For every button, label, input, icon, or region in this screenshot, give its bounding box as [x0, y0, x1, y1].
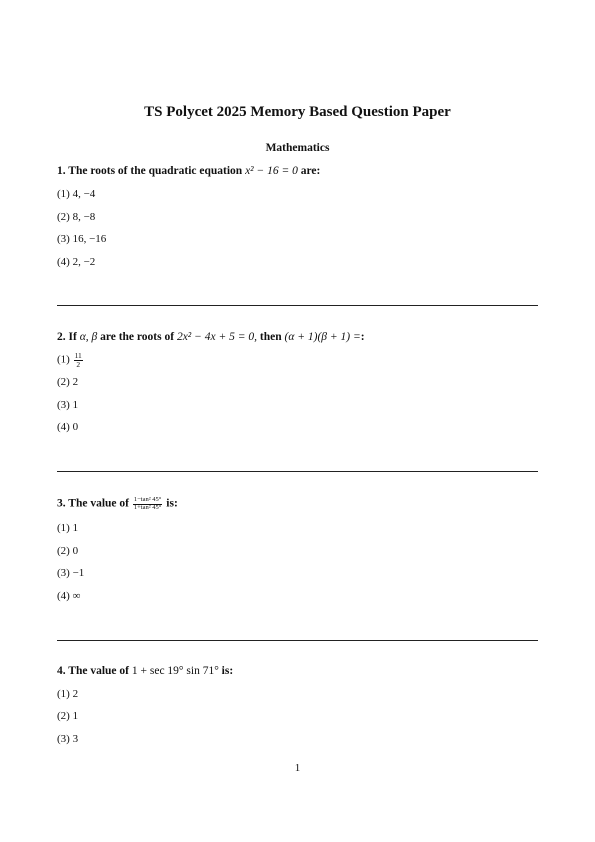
question-4-option-2: (2) 1	[57, 710, 79, 722]
question-3-option-1: (1) 1	[57, 522, 79, 534]
page-number: 1	[294, 762, 301, 774]
question-4-option-3: (3) 3	[57, 733, 79, 745]
question-1-option-1: (1) 4, −4	[57, 188, 96, 200]
question-2-expression-b: 2x² − 4x + 5 = 0,	[176, 331, 258, 343]
question-2-mid2: then	[259, 331, 282, 343]
fraction-denominator: 2	[76, 359, 81, 369]
question-2	[57, 331, 365, 343]
question-1-option-3: (3) 16, −16	[57, 233, 107, 245]
fraction	[74, 352, 83, 368]
question-1-option-4: (4) 2, −2	[57, 256, 96, 268]
question-2-mid: are the roots of	[100, 331, 175, 343]
fraction-numerator: 11	[74, 351, 82, 360]
question-3-option-2: (2) 0	[57, 545, 79, 557]
question-1-expression: x² − 16 = 0	[245, 165, 298, 177]
subject-heading: Mathematics	[265, 142, 330, 154]
section-divider	[57, 471, 538, 472]
section-divider	[57, 640, 538, 641]
question-2-suffix: :	[360, 331, 365, 343]
question-2-prefix: 2. If	[57, 331, 77, 343]
question-4	[57, 665, 233, 677]
question-4-suffix: is:	[221, 665, 234, 677]
page-title: TS Polycet 2025 Memory Based Question Paper	[144, 104, 451, 120]
question-1	[57, 165, 320, 177]
section-divider	[57, 305, 538, 306]
question-3-suffix: is:	[166, 497, 178, 510]
question-2-option-2: (2) 2	[57, 376, 79, 388]
question-4-prefix: 4. The value of	[57, 665, 129, 677]
question-3	[57, 497, 178, 511]
fraction-numerator: 1−tan² 45°	[133, 496, 162, 503]
question-4-expression: 1 + sec 19° sin 71°	[131, 665, 219, 677]
question-2-option-3: (3) 1	[57, 399, 79, 411]
question-2-option-1	[57, 352, 84, 368]
question-3-prefix: 3. The value of	[57, 497, 129, 510]
fraction-denominator: 1+tan² 45°	[133, 503, 162, 511]
question-2-option-4: (4) 0	[57, 421, 79, 433]
question-4-option-1: (1) 2	[57, 688, 79, 700]
question-3-option-4: (4) ∞	[57, 590, 81, 602]
question-2-expression-a: α, β	[79, 331, 98, 343]
option-label: (1)	[57, 353, 70, 366]
question-1-prefix: 1. The roots of the quadratic equation	[57, 165, 243, 177]
question-3-fraction	[133, 497, 163, 511]
question-2-expression-c: (α + 1)(β + 1) =	[284, 331, 361, 343]
question-1-option-2: (2) 8, −8	[57, 211, 96, 223]
question-3-option-3: (3) −1	[57, 567, 85, 579]
question-1-suffix: are:	[300, 165, 321, 177]
